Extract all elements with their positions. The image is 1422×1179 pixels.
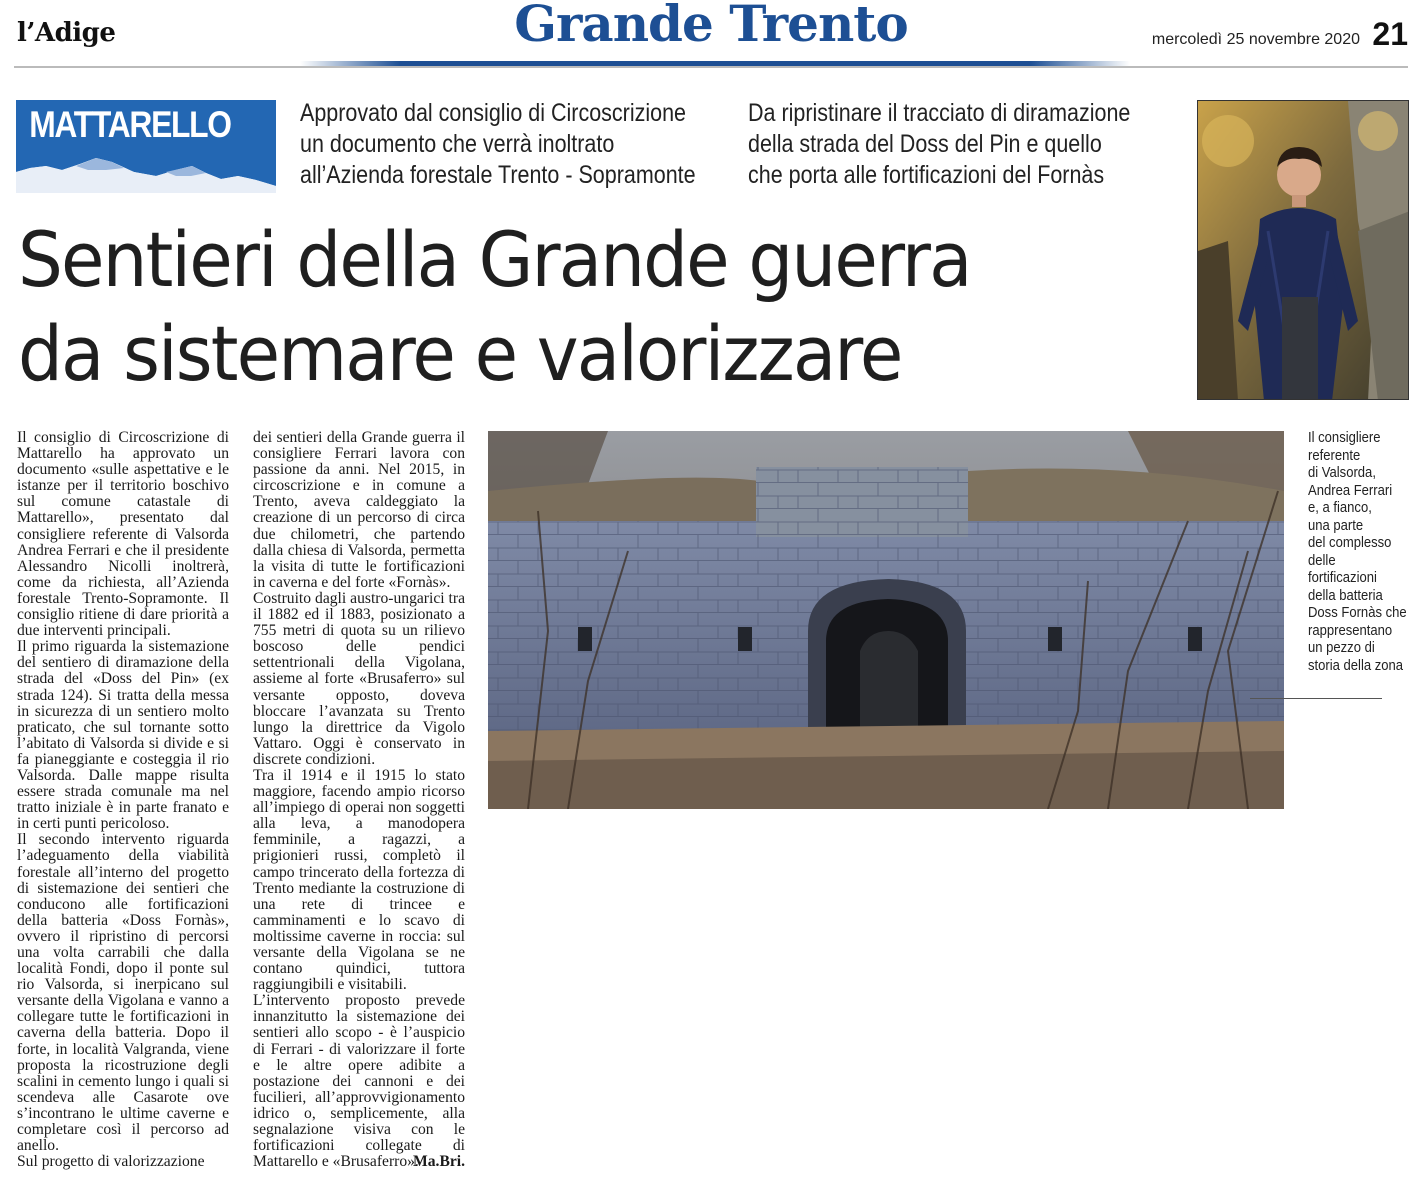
article-paragraph: Sul progetto di valorizzazione	[17, 1153, 205, 1171]
issue-date: mercoledì 25 novembre 2020	[1151, 31, 1360, 48]
subhead-left: Approvato dal consiglio di Circoscrizione un documento che verrà inoltrato all’Azienda forestale Trento - Sopramonte	[300, 99, 696, 189]
author-signature: Ma.Bri.	[413, 1153, 465, 1171]
subhead-right: Da ripristinare il tracciato di diramazione della strada del Doss del Pin e quello che porta alle fortificazioni del Fornàs	[748, 99, 1131, 189]
article-paragraph: Il primo riguarda la sistemazione del sentiero di diramazione della strada del «Doss del Pin» (ex strada 124). Si tratta della messa in sicurezza di un sentiero molto praticato, che sul tornante sotto l’abitato di Valsorda si divide e si fa pianeggiante e costeggia il rio Valsorda. Dalle mappe risulta essere strada comunale ma nel tratto iniziale è in parte franato e in certi punti pericoloso.	[17, 638, 229, 833]
headline: Sentieri della Grande guerra da sistemare e valorizzare	[18, 215, 971, 398]
masthead-rule-gray	[14, 66, 1408, 68]
fortification-photo	[488, 431, 1284, 809]
fort-image	[488, 431, 1284, 809]
portrait-photo	[1197, 100, 1409, 400]
article-paragraph: Il consiglio di Circoscrizione di Mattarello ha approvato un documento «sulle aspettative e le istanze per il territorio boschivo sul comune catastale di Mattarello», presentato dal consigliere referente di Valsorda Andrea Ferrari e che il presidente Alessandro Nicolli inoltrerà, come da richiesta, all’Azienda forestale Trento-Sopramonte. Il consiglio ritiene di dare priorità a due interventi principali.	[17, 429, 229, 640]
article-paragraph: Tra il 1914 e il 1915 lo stato maggiore, facendo ampio ricorso all’impiego di operai non soggetti alla leva, a manodopera femminile, a ragazzi, a prigionieri russi, completò il campo trincerato della fortezza di Trento mediante la costruzione di una rete di trincee e camminamenti e lo scavo di moltissime caverne in roccia: sul versante della Vigolana se ne contano quindici, tuttora raggiungibili e visitabili.	[253, 766, 465, 994]
kicker-label: MATTARELLO	[29, 104, 231, 145]
article-paragraph: dei sentieri della Grande guerra il consigliere Ferrari lavora con passione da anni. Nel 2015, in circoscrizione e in comune a Trento, aveva caldeggiato la creazione di un percorso di circa due chilometri, che partendo dalla chiesa di Valsorda, permetta la visita di tutte le fortificazioni in caverna e del forte «Fornàs».	[253, 429, 465, 591]
photo-caption: Il consigliere referente di Valsorda, Andrea Ferrari e, a fianco, una parte del complesso delle fortificazioni della batteria Doss Fornàs che rappresentano un pezzo di storia della zona	[1308, 430, 1407, 674]
portrait-image	[1198, 101, 1409, 400]
section-title: Grande Trento	[514, 0, 908, 53]
masthead	[0, 0, 1422, 72]
article-column-2	[253, 430, 465, 1170]
article-column-1	[17, 430, 229, 1170]
page-number: 21	[1372, 16, 1408, 52]
newspaper-logo: l’Adige	[17, 18, 116, 48]
article-paragraph: Il secondo intervento riguarda l’adeguamento della viabilità forestale all’interno del progetto di sistemazione dei sentieri che conducono alle fortificazioni della batteria «Doss Fornàs», ovvero il ripristino di percorsi una volta carrabili che dalla località Fondi, dopo il ponte sul rio Valsorda, si inerpicano sul versante della Vigolana e vanno a collegare tutte le fortificazioni in caverna della batteria. Dopo il forte, in località Valgranda, viene proposta la ricostruzione degli scalini in cemento lungo i quali si scendeva alle Casarote ove s’incontrano le ultime caverne e completare così il percorso ad anello.	[17, 831, 229, 1155]
article-paragraph: Costruito dagli austro-ungarici tra il 1882 ed il 1883, posizionato a 755 metri di quota su un rilievo boscoso delle pendici settentrionali della Vigolana, assieme al forte «Brusaferro» sul versante opposto, doveva bloccare l’avanzata su Trento lungo la direttrice da Vigolo Vattaro. Oggi è conservato in discrete condizioni.	[253, 589, 465, 768]
article-paragraph: L’intervento proposto prevede innanzitutto la sistemazione dei sentieri allo scopo - è l’auspicio di Ferrari - di valorizzare il forte e le altre opere adibite a postazione dei cannoni e dei fucilieri, all’approvvigionamento idrico o, semplicemente, alla segnalazione visiva con le fortificazioni collegate di Mattarello e «Brusaferro».	[253, 992, 465, 1171]
caption-pointer-line	[1250, 698, 1382, 699]
